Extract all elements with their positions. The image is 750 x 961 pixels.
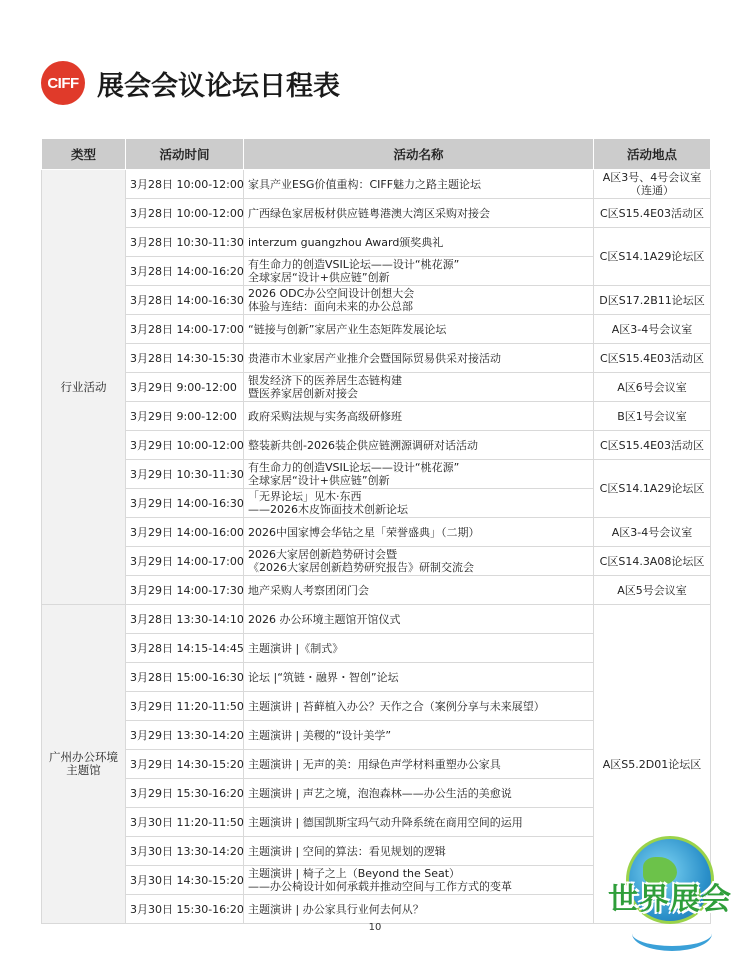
table-row [42,344,711,373]
location-cell: C区S15.4E03活动区 [594,199,711,228]
table-row [42,518,711,547]
column-header-type: 类型 [42,139,126,170]
location-cell: B区1号会议室 [594,402,711,431]
time-cell: 3月29日 15:30-16:20 [126,779,244,808]
time-cell: 3月28日 14:00-16:30 [126,286,244,315]
table-row [42,286,711,315]
event-name-cell: 贵港市木业家居产业推介会暨国际贸易供采对接活动 [244,344,594,373]
time-cell: 3月28日 14:30-15:30 [126,344,244,373]
event-name-cell: 2026中国家博会华钻之星「荣誉盛典」（二期） [244,518,594,547]
time-cell: 3月30日 15:30-16:20 [126,895,244,924]
event-name-cell: 主题演讲 | 声艺之境，泡泡森林——办公生活的美愈说 [244,779,594,808]
table-row [42,170,711,199]
column-header-time: 活动时间 [126,139,244,170]
event-name-cell: 政府采购法规与实务高级研修班 [244,402,594,431]
event-name-cell: 论坛 |“筑链・融界・智创”论坛 [244,663,594,692]
time-cell: 3月28日 14:00-17:00 [126,315,244,344]
time-cell: 3月28日 14:15-14:45 [126,634,244,663]
event-name-cell: 银发经济下的医养居生态链构建 暨医养家居创新对接会 [244,373,594,402]
location-cell: A区6号会议室 [594,373,711,402]
ciff-logo: CIFF [41,61,85,105]
location-cell: A区3号、4号会议室 （连通） [594,170,711,199]
event-name-cell: 主题演讲 | 空间的算法：看见规划的逻辑 [244,837,594,866]
event-name-cell: interzum guangzhou Award颁奖典礼 [244,228,594,257]
watermark-logo [594,836,746,954]
event-name-cell: 2026 ODC办公空间设计创想大会 体验与连结：面向未来的办公总部 [244,286,594,315]
table-row [42,547,711,576]
location-cell: A区3-4号会议室 [594,315,711,344]
time-cell: 3月28日 10:00-12:00 [126,199,244,228]
time-cell: 3月29日 9:00-12:00 [126,402,244,431]
table-row [42,576,711,605]
event-name-cell: 主题演讲 | 德国凯斯宝玛气动升降系统在商用空间的运用 [244,808,594,837]
page-header [41,61,340,105]
event-name-cell: 主题演讲 | 办公家具行业何去何从？ [244,895,594,924]
event-name-cell: 主题演讲 |《制式》 [244,634,594,663]
table-row [42,373,711,402]
category-cell: 广州办公环境 主题馆 [42,605,126,924]
event-name-cell: 主题演讲 | 苔藓植入办公？天作之合（案例分享与未来展望） [244,692,594,721]
time-cell: 3月28日 10:30-11:30 [126,228,244,257]
event-name-cell: “链接与创新”家居产业生态矩阵发展论坛 [244,315,594,344]
time-cell: 3月29日 14:30-15:20 [126,750,244,779]
time-cell: 3月29日 14:00-17:00 [126,547,244,576]
time-cell: 3月29日 14:00-16:00 [126,518,244,547]
time-cell: 3月29日 13:30-14:20 [126,721,244,750]
time-cell: 3月29日 10:30-11:30 [126,460,244,489]
watermark-text: 世界展会 [608,882,732,917]
location-cell: C区S14.1A29论坛区 [594,460,711,518]
table-row [42,605,711,634]
event-name-cell: 家具产业ESG价值重构：CIFF魅力之路主题论坛 [244,170,594,199]
event-name-cell: 2026大家居创新趋势研讨会暨 《2026大家居创新趋势研究报告》研制交流会 [244,547,594,576]
time-cell: 3月29日 11:20-11:50 [126,692,244,721]
time-cell: 3月30日 11:20-11:50 [126,808,244,837]
location-cell: C区S15.4E03活动区 [594,431,711,460]
event-name-cell: 有生命力的创造VSIL论坛——设计“桃花源” 全球家居“设计+供应链”创新 [244,257,594,286]
location-cell: C区S15.4E03活动区 [594,344,711,373]
time-cell: 3月28日 14:00-16:20 [126,257,244,286]
time-cell: 3月28日 13:30-14:10 [126,605,244,634]
event-name-cell: 广西绿色家居板材供应链粤港澳大湾区采购对接会 [244,199,594,228]
location-cell: A区3-4号会议室 [594,518,711,547]
event-name-cell: 「无界论坛」见木·东西 ——2026木皮饰面技术创新论坛 [244,489,594,518]
event-name-cell: 有生命力的创造VSIL论坛——设计“桃花源” 全球家居“设计+供应链”创新 [244,460,594,489]
table-row [42,431,711,460]
table-row [42,199,711,228]
page-title: 展会会议论坛日程表 [97,70,340,102]
table-row [42,460,711,489]
time-cell: 3月30日 13:30-14:20 [126,837,244,866]
event-name-cell: 主题演讲 | 无声的美：用绿色声学材料重塑办公家具 [244,750,594,779]
table-row [42,315,711,344]
event-name-cell: 主题演讲 | 椅子之上（Beyond the Seat） ——办公椅设计如何承载并推动空间与工作方式的变革 [244,866,594,895]
time-cell: 3月29日 10:00-12:00 [126,431,244,460]
time-cell: 3月28日 10:00-12:00 [126,170,244,199]
location-cell: C区S14.1A29论坛区 [594,228,711,286]
event-name-cell: 整装新共创-2026装企供应链溯源调研对话活动 [244,431,594,460]
event-name-cell: 地产采购人考察团闭门会 [244,576,594,605]
table-row [42,402,711,431]
location-cell: D区S17.2B11论坛区 [594,286,711,315]
time-cell: 3月29日 14:00-16:30 [126,489,244,518]
page-number: 10 [368,922,382,933]
column-header-name: 活动名称 [244,139,594,170]
location-cell: A区S5.2D01论坛区 [594,605,711,924]
time-cell: 3月29日 14:00-17:30 [126,576,244,605]
schedule-table [41,138,711,924]
time-cell: 3月30日 14:30-15:20 [126,866,244,895]
swoosh-decoration [632,916,712,951]
location-cell: C区S14.3A08论坛区 [594,547,711,576]
table-header-row [42,139,711,170]
table-row [42,228,711,257]
location-cell: A区5号会议室 [594,576,711,605]
category-cell: 行业活动 [42,170,126,605]
column-header-location: 活动地点 [594,139,711,170]
time-cell: 3月29日 9:00-12:00 [126,373,244,402]
event-name-cell: 主题演讲 | 美稷的“设计美学” [244,721,594,750]
time-cell: 3月28日 15:00-16:30 [126,663,244,692]
event-name-cell: 2026 办公环境主题馆开馆仪式 [244,605,594,634]
